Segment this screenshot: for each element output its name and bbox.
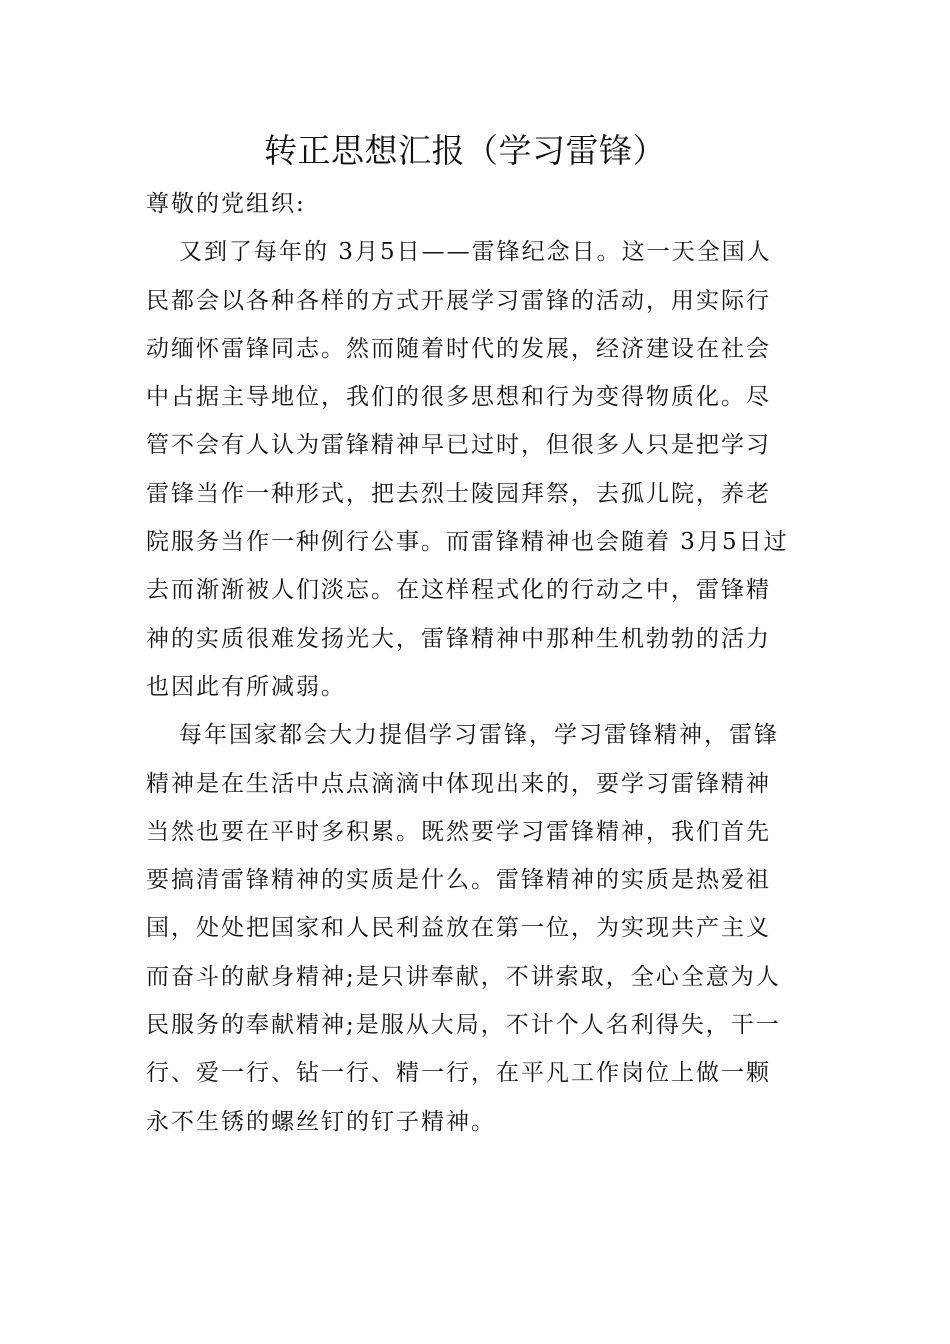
text-line: 也因此有所减弱。 (146, 673, 346, 700)
salutation: 尊敬的党组织: (146, 191, 306, 217)
text-line: 当然也要在平时多积累。既然要学习雷锋精神，我们首先 (146, 818, 771, 845)
text-line: 行、爱一行、钻一行、精一行，在平凡工作岗位上做一颗 (146, 1060, 771, 1087)
text-line: 精神是在生活中点点滴滴中体现出来的，要学习雷锋精神 (146, 770, 771, 797)
paragraph-1 (146, 228, 806, 711)
text-line: 每年国家都会大力提倡学习雷锋，学习雷锋精神，雷锋 (179, 722, 779, 749)
text-line: 雷锋当作一种形式，把去烈士陵园拜祭，去孤儿院，养老 (146, 480, 771, 507)
text-line: 而奋斗的献身精神;是只讲奉献，不讲索取，全心全意为人 (146, 963, 781, 990)
text-line: 去而渐渐被人们淡忘。在这样程式化的行动之中，雷锋精 (146, 577, 771, 604)
text-line: 又到了每年的 3月5日——雷锋纪念日。这一天全国人 (179, 239, 772, 266)
text-line: 院服务当作一种例行公事。而雷锋精神也会随着 3月5日过 (146, 529, 789, 556)
document-title: 转正思想汇报（学习雷锋） (264, 131, 666, 170)
text-line: 国，处处把国家和人民利益放在第一位，为实现共产主义 (146, 915, 771, 942)
text-line: 要搞清雷锋精神的实质是什么。雷锋精神的实质是热爱祖 (146, 867, 771, 894)
text-line: 管不会有人认为雷锋精神早已过时，但很多人只是把学习 (146, 432, 771, 459)
text-line: 永不生锈的螺丝钉的钉子精神。 (146, 1108, 496, 1135)
document-body (146, 180, 806, 1146)
text-line: 神的实质很难发扬光大，雷锋精神中那种生机勃勃的活力 (146, 625, 771, 652)
text-line: 民服务的奉献精神;是服从大局，不计个人名利得失，干一 (146, 1012, 781, 1039)
text-line: 民都会以各种各样的方式开展学习雷锋的活动，用实际行 (146, 287, 771, 314)
text-line: 中占据主导地位，我们的很多思想和行为变得物质化。尽 (146, 384, 771, 411)
paragraph-2 (146, 711, 806, 1146)
text-line: 动缅怀雷锋同志。然而随着时代的发展，经济建设在社会 (146, 335, 771, 362)
